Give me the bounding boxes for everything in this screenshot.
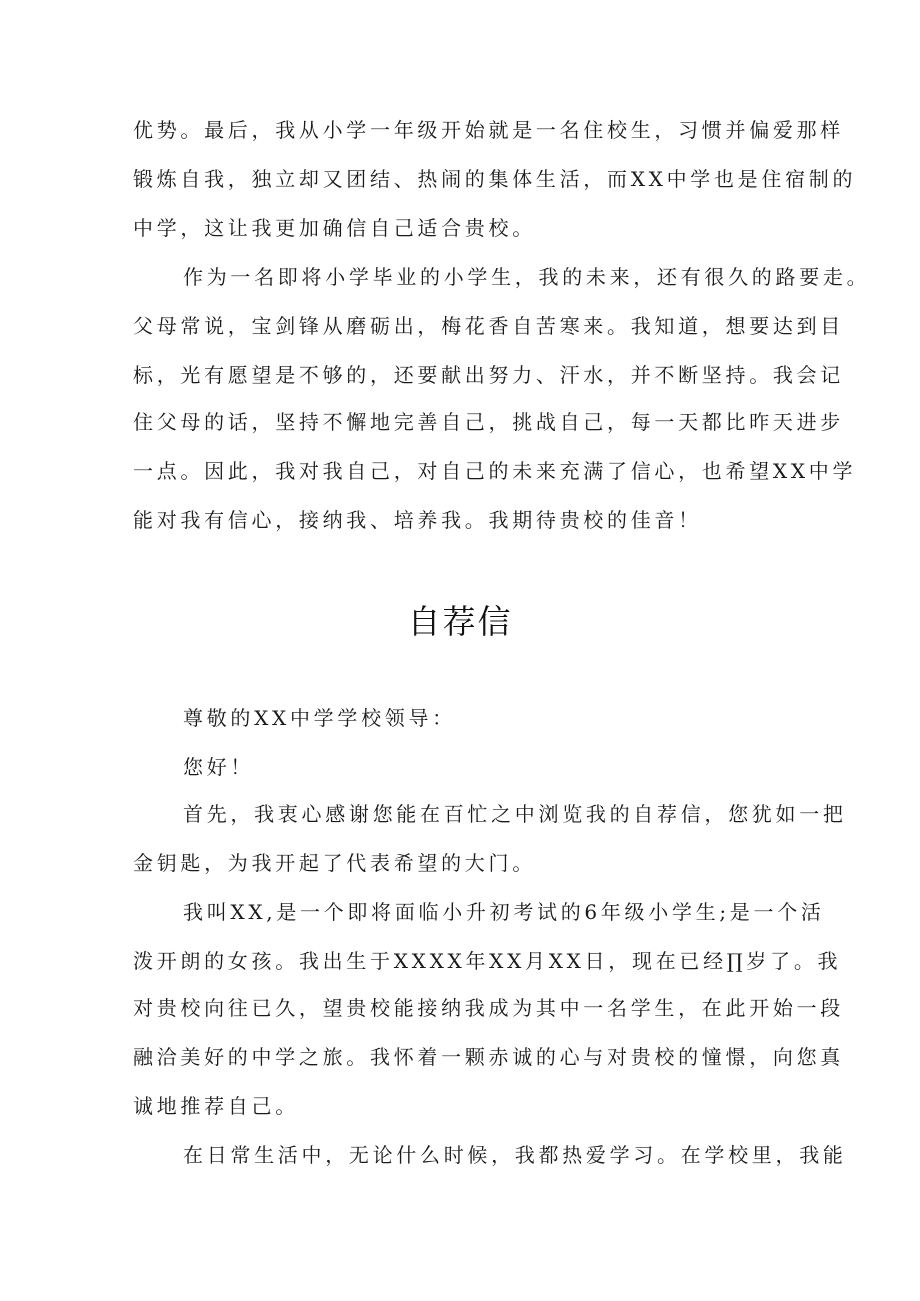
text-line: 能对我有信心，接纳我、培养我。我期待贵校的佳音！ (133, 508, 702, 532)
text-line: 尊敬的XX中学学校领导： (183, 706, 456, 730)
text-line: 标，光有愿望是不够的，还要献出努力、汗水，并不断坚持。我会记 (133, 363, 844, 387)
text-line: 作为一名即将小学毕业的小学生，我的未来，还有很久的路要走。 (183, 265, 871, 289)
text-line: 首先，我衷心感谢您能在百忙之中浏览我的自荐信，您犹如一把 (183, 802, 847, 826)
text-line: 我叫XX,是一个即将面临小升初考试的6年级小学生;是一个活 (183, 900, 825, 924)
text-line: 锻炼自我，独立却又团结、热闹的集体生活，而XX中学也是住宿制的 (133, 167, 857, 191)
text-line: 您好！ (183, 755, 255, 779)
text-line: 父母常说，宝剑锋从磨砺出，梅花香自苦寒来。我知道，想要达到目 (133, 314, 844, 338)
text-line: 一点。因此，我对我自己，对自己的未来充满了信心，也希望XX中学 (133, 459, 857, 483)
text-line: 金钥匙，为我开起了代表希望的大门。 (133, 851, 536, 875)
text-line: 融洽美好的中学之旅。我怀着一颗赤诚的心与对贵校的憧憬，向您真 (133, 1045, 844, 1069)
text-line: 对贵校向往已久，望贵校能接纳我成为其中一名学生，在此开始一段 (133, 996, 844, 1020)
text-line: 中学，这让我更加确信自己适合贵校。 (133, 216, 536, 240)
text-line: 在日常生活中，无论什么时候，我都热爱学习。在学校里，我能 (183, 1143, 847, 1167)
text-line: 诚地推荐自己。 (133, 1094, 299, 1118)
page-title: 自荐信 (407, 602, 513, 641)
text-line: 住父母的话，坚持不懈地完善自己，挑战自己，每一天都比昨天进步 (133, 410, 844, 434)
text-line: 优势。最后，我从小学一年级开始就是一名住校生，习惯并偏爱那样 (133, 118, 844, 142)
text-line: 泼开朗的女孩。我出生于XXXX年XX月XX日，现在已经∏岁了。我 (133, 949, 842, 973)
